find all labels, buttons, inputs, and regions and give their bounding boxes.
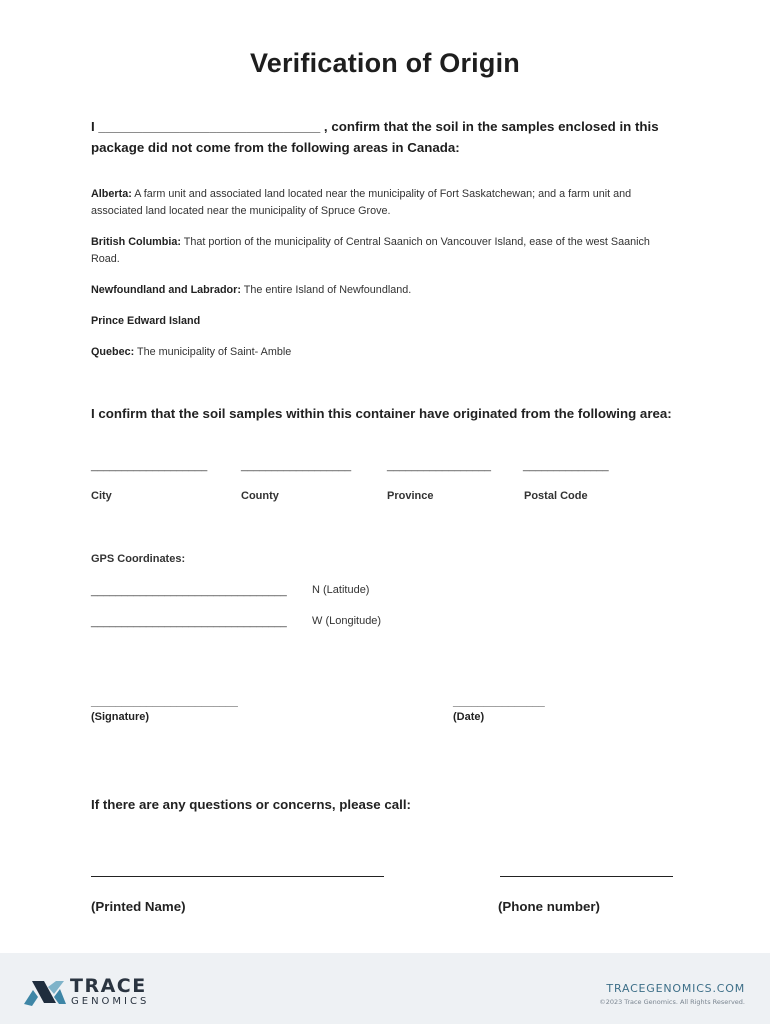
region-name: Newfoundland and Labrador: [91,284,241,296]
longitude-field[interactable]: ________________________________ [91,616,287,628]
date-label: (Date) [453,711,485,723]
helix-logo-icon [24,977,66,1007]
contact-question: If there are any questions or concerns, please call: [91,797,411,812]
latitude-label: N (Latitude) [312,584,370,596]
logo-wordmark: TRACE [70,975,147,997]
province-label: Province [387,490,434,502]
intro-line-1: I ______________________________ , confirm that the soil in the samples enclosed in this [91,119,659,134]
signature-label: (Signature) [91,711,150,723]
longitude-label: W (Longitude) [312,615,382,627]
region-pei [91,313,681,330]
postal-code-label: Postal Code [524,490,588,502]
trace-genomics-logo [24,975,154,1009]
postal-code-field[interactable]: ______________ [523,460,609,472]
county-label: County [241,490,279,502]
region-name: Alberta: [91,188,132,200]
region-text: That portion of the municipality of Central Saanich on Vancouver Island, ease of the west Saanich Road. [91,236,650,265]
intro-statement [91,116,691,158]
region-newfoundland [91,282,681,299]
printed-name-field[interactable] [91,876,384,877]
date-field[interactable]: _______________ [453,696,545,708]
region-alberta [91,186,681,219]
copyright-text: ©2023 Trace Genomics. All Rights Reserved. [599,998,745,1006]
phone-number-label: (Phone number) [498,899,600,914]
region-quebec [91,344,681,361]
city-label: City [91,490,112,502]
page-footer [0,953,770,1024]
printed-name-label: (Printed Name) [91,899,186,914]
intro-line-2: package did not come from the following areas in Canada: [91,140,460,155]
region-name: Prince Edward Island [91,315,201,327]
signature-field[interactable]: ________________________ [91,696,238,708]
origin-confirmation: I confirm that the soil samples within this container have originated from the following area: [91,406,672,421]
phone-number-field[interactable] [500,876,673,877]
county-field[interactable]: __________________ [241,460,352,472]
region-british-columbia [91,234,681,267]
page-title: Verification of Origin [250,48,520,78]
gps-heading: GPS Coordinates: [91,553,186,565]
region-name: Quebec: [91,346,135,358]
region-text: The entire Island of Newfoundland. [240,284,412,296]
region-text: The municipality of Saint- Amble [134,346,292,358]
website-link[interactable]: TRACEGENOMICS.COM [606,982,745,995]
region-text: A farm unit and associated land located near the municipality of Fort Saskatchewan; and a farm unit and associated land located near the municipality of Spruce Grove. [91,188,632,217]
province-field[interactable]: _________________ [387,460,492,472]
logo-subtitle: GENOMICS [71,996,150,1007]
latitude-field[interactable]: ________________________________ [91,585,287,597]
region-name: British Columbia: [91,236,181,248]
city-field[interactable]: ___________________ [91,460,208,472]
